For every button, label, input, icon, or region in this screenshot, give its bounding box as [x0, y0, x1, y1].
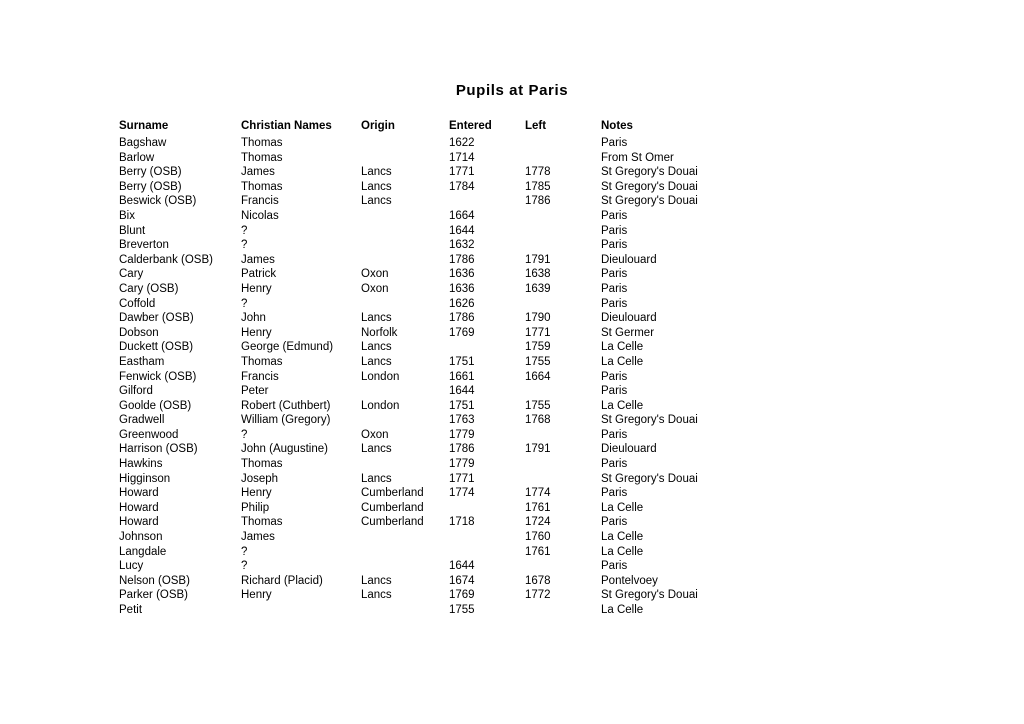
cell-christian-names: John [241, 312, 266, 325]
cell-christian-names: James [241, 253, 275, 266]
cell-surname: Cary (OSB) [119, 282, 179, 295]
cell-entered: 1636 [449, 268, 475, 281]
cell-entered: 1644 [449, 224, 475, 237]
table-row [119, 355, 801, 370]
cell-origin: Lancs [361, 472, 392, 485]
cell-origin: Lancs [361, 312, 392, 325]
cell-left: 1778 [525, 166, 551, 179]
cell-entered [449, 545, 525, 560]
cell-left: 1774 [525, 487, 551, 500]
cell-left [525, 297, 601, 312]
cell-entered: 1786 [449, 253, 475, 266]
cell-christian-names: Nicolas [241, 209, 279, 222]
cell-origin: Lancs [361, 574, 392, 587]
cell-origin: Cumberland [361, 501, 424, 514]
cell-notes: St Gregory's Douai [601, 180, 698, 193]
cell-notes: Paris [601, 268, 628, 281]
cell-notes: St Gregory's Douai [601, 589, 698, 602]
cell-notes: From St Omer [601, 151, 674, 164]
table-row [119, 326, 801, 341]
cell-notes: St Germer [601, 326, 655, 339]
cell-origin: Lancs [361, 341, 392, 354]
cell-surname: Hawkins [119, 458, 163, 471]
cell-left: 1761 [525, 501, 551, 514]
cell-surname: Lucy [119, 560, 144, 573]
cell-notes: La Celle [601, 341, 644, 354]
cell-entered: 1644 [449, 560, 475, 573]
cell-notes: La Celle [601, 604, 644, 616]
table-row [119, 282, 801, 297]
cell-surname: Howard [119, 516, 159, 529]
column-header-left: Left [525, 120, 547, 132]
table-row [119, 442, 801, 457]
cell-entered: 1786 [449, 443, 475, 456]
cell-left [525, 151, 601, 166]
cell-origin [361, 224, 449, 239]
cell-entered [449, 530, 525, 545]
cell-surname: Gradwell [119, 414, 165, 427]
cell-christian-names: Henry [241, 282, 272, 295]
cell-surname: Breverton [119, 239, 169, 252]
column-header-entered: Entered [449, 120, 492, 132]
cell-entered: 1769 [449, 326, 475, 339]
cell-notes: St Gregory's Douai [601, 472, 698, 485]
cell-entered [449, 340, 525, 355]
cell-entered: 1718 [449, 516, 475, 529]
table-row [119, 209, 801, 224]
cell-entered: 1622 [449, 137, 475, 149]
table-row [119, 472, 801, 487]
cell-left [525, 136, 601, 151]
table-row [119, 413, 801, 428]
cell-notes: Paris [601, 224, 628, 237]
cell-christian-names: Thomas [241, 137, 283, 149]
cell-notes: Paris [601, 239, 628, 252]
table-row [119, 515, 801, 530]
cell-origin: Lancs [361, 195, 392, 208]
column-header-notes: Notes [601, 120, 633, 132]
cell-notes: Paris [601, 385, 628, 398]
cell-surname: Blunt [119, 224, 146, 237]
table-row [119, 545, 801, 560]
cell-notes: Paris [601, 516, 628, 529]
cell-surname: Gilford [119, 385, 153, 398]
cell-christian-names: George (Edmund) [241, 341, 334, 354]
cell-entered: 1664 [449, 209, 475, 222]
cell-left [525, 209, 601, 224]
table-row [119, 501, 801, 516]
cell-entered: 1644 [449, 385, 475, 398]
cell-left: 1639 [525, 282, 551, 295]
cell-christian-names: ? [241, 224, 248, 237]
cell-entered: 1755 [449, 604, 475, 616]
cell-origin [361, 253, 449, 268]
cell-origin: Lancs [361, 355, 392, 368]
cell-origin [361, 151, 449, 166]
cell-surname: Dobson [119, 326, 159, 339]
cell-origin [361, 238, 449, 253]
cell-origin: Oxon [361, 428, 389, 441]
cell-origin: London [361, 399, 400, 412]
table-row [119, 267, 801, 282]
cell-surname: Langdale [119, 545, 167, 558]
cell-notes: Paris [601, 370, 628, 383]
cell-christian-names: Thomas [241, 458, 283, 471]
cell-left: 1772 [525, 589, 551, 602]
cell-entered: 1769 [449, 589, 475, 602]
cell-notes: Paris [601, 458, 628, 471]
cell-entered: 1779 [449, 458, 475, 471]
cell-origin [361, 136, 449, 151]
cell-christian-names: Peter [241, 385, 269, 398]
cell-christian-names: Robert (Cuthbert) [241, 399, 331, 412]
cell-origin: Cumberland [361, 516, 424, 529]
table-row [119, 194, 801, 209]
cell-surname: Howard [119, 501, 159, 514]
cell-origin [361, 545, 449, 560]
cell-origin: London [361, 370, 400, 383]
cell-origin: Lancs [361, 589, 392, 602]
cell-surname: Harrison (OSB) [119, 443, 198, 456]
cell-origin: Lancs [361, 166, 392, 179]
cell-surname: Greenwood [119, 428, 179, 441]
cell-christian-names: ? [241, 560, 248, 573]
cell-notes: La Celle [601, 531, 644, 544]
cell-left: 1755 [525, 355, 551, 368]
cell-left: 1786 [525, 195, 551, 208]
cell-surname: Howard [119, 487, 159, 500]
cell-surname: Johnson [119, 531, 163, 544]
cell-origin [361, 559, 449, 574]
cell-notes: St Gregory's Douai [601, 195, 698, 208]
cell-entered [449, 194, 525, 209]
cell-christian-names: James [241, 531, 275, 544]
cell-origin: Lancs [361, 443, 392, 456]
cell-surname: Petit [119, 604, 143, 616]
column-header-christian-names: Christian Names [241, 120, 332, 132]
table-row [119, 574, 801, 589]
cell-christian-names: Joseph [241, 472, 279, 485]
cell-notes: Dieulouard [601, 253, 657, 266]
cell-christian-names [241, 603, 361, 618]
cell-christian-names: Richard (Placid) [241, 574, 323, 587]
table-header-row [119, 120, 801, 136]
cell-surname: Higginson [119, 472, 171, 485]
cell-christian-names: ? [241, 297, 248, 310]
cell-christian-names: ? [241, 428, 248, 441]
cell-christian-names: John (Augustine) [241, 443, 328, 456]
cell-origin [361, 297, 449, 312]
table-header [119, 120, 801, 136]
cell-surname: Calderbank (OSB) [119, 253, 213, 266]
cell-christian-names: Philip [241, 501, 270, 514]
cell-entered: 1751 [449, 399, 475, 412]
cell-notes: Paris [601, 137, 628, 149]
cell-left [525, 384, 601, 399]
cell-origin [361, 209, 449, 224]
cell-surname: Fenwick (OSB) [119, 370, 197, 383]
cell-entered: 1784 [449, 180, 475, 193]
cell-christian-names: Francis [241, 370, 279, 383]
column-header-surname: Surname [119, 120, 169, 132]
table-row [119, 428, 801, 443]
cell-left: 1724 [525, 516, 551, 529]
cell-christian-names: Thomas [241, 180, 283, 193]
cell-christian-names: William (Gregory) [241, 414, 331, 427]
table-row [119, 399, 801, 414]
cell-christian-names: Henry [241, 589, 272, 602]
cell-entered: 1632 [449, 239, 475, 252]
table-row [119, 559, 801, 574]
cell-christian-names: Patrick [241, 268, 277, 281]
cell-christian-names: Thomas [241, 151, 283, 164]
table-row [119, 588, 801, 603]
cell-surname: Nelson (OSB) [119, 574, 190, 587]
cell-notes: La Celle [601, 501, 644, 514]
table-row [119, 151, 801, 166]
table-row [119, 165, 801, 180]
cell-left: 1791 [525, 253, 551, 266]
cell-left: 1761 [525, 545, 551, 558]
cell-origin: Lancs [361, 180, 392, 193]
cell-entered: 1763 [449, 414, 475, 427]
table-row [119, 180, 801, 195]
cell-left: 1755 [525, 399, 551, 412]
cell-notes: St Gregory's Douai [601, 166, 698, 179]
table-row [119, 603, 801, 618]
cell-notes: La Celle [601, 399, 644, 412]
cell-entered: 1636 [449, 282, 475, 295]
table-row [119, 136, 801, 151]
cell-notes: Dieulouard [601, 443, 657, 456]
cell-notes: Paris [601, 560, 628, 573]
cell-surname: Bix [119, 209, 135, 222]
cell-left: 1759 [525, 341, 551, 354]
cell-left [525, 224, 601, 239]
cell-surname: Duckett (OSB) [119, 341, 194, 354]
cell-left: 1785 [525, 180, 551, 193]
cell-origin: Oxon [361, 268, 389, 281]
cell-entered: 1674 [449, 574, 475, 587]
cell-surname: Dawber (OSB) [119, 312, 194, 325]
cell-left [525, 603, 601, 618]
cell-origin [361, 603, 449, 618]
cell-surname: Barlow [119, 151, 155, 164]
cell-entered: 1661 [449, 370, 475, 383]
cell-notes: Paris [601, 209, 628, 222]
cell-notes: Paris [601, 487, 628, 500]
cell-left: 1771 [525, 326, 551, 339]
table-row [119, 530, 801, 545]
table-row [119, 224, 801, 239]
cell-entered: 1786 [449, 312, 475, 325]
table-row [119, 297, 801, 312]
cell-origin [361, 457, 449, 472]
cell-christian-names: Henry [241, 326, 272, 339]
cell-left [525, 559, 601, 574]
cell-left: 1678 [525, 574, 551, 587]
cell-surname: Bagshaw [119, 137, 167, 149]
table-body [119, 136, 801, 618]
page-title: Pupils at Paris [455, 82, 569, 99]
cell-left [525, 238, 601, 253]
column-header-origin: Origin [361, 120, 395, 132]
cell-christian-names: Francis [241, 195, 279, 208]
table-row [119, 253, 801, 268]
cell-left [525, 472, 601, 487]
cell-surname: Eastham [119, 355, 165, 368]
cell-left [525, 457, 601, 472]
cell-notes: Paris [601, 428, 628, 441]
table-row [119, 340, 801, 355]
cell-notes: La Celle [601, 355, 644, 368]
cell-christian-names: Henry [241, 487, 272, 500]
cell-left [525, 428, 601, 443]
cell-notes: Dieulouard [601, 312, 657, 325]
cell-origin [361, 530, 449, 545]
cell-entered: 1774 [449, 487, 475, 500]
table-row [119, 370, 801, 385]
cell-surname: Berry (OSB) [119, 166, 182, 179]
cell-left: 1790 [525, 312, 551, 325]
table-row [119, 486, 801, 501]
cell-left: 1664 [525, 370, 551, 383]
table-row [119, 311, 801, 326]
cell-entered: 1751 [449, 355, 475, 368]
cell-origin [361, 384, 449, 399]
cell-notes: Pontelvoey [601, 574, 658, 587]
cell-christian-names: ? [241, 239, 248, 252]
cell-surname: Coffold [119, 297, 156, 310]
cell-origin: Oxon [361, 282, 389, 295]
cell-left: 1791 [525, 443, 551, 456]
cell-entered: 1626 [449, 297, 475, 310]
cell-entered: 1779 [449, 428, 475, 441]
cell-surname: Parker (OSB) [119, 589, 189, 602]
cell-left: 1638 [525, 268, 551, 281]
cell-entered: 1771 [449, 472, 475, 485]
cell-left: 1768 [525, 414, 551, 427]
table-row [119, 457, 801, 472]
cell-surname: Beswick (OSB) [119, 195, 197, 208]
cell-entered: 1714 [449, 151, 475, 164]
cell-origin: Cumberland [361, 487, 424, 500]
cell-christian-names: Thomas [241, 355, 283, 368]
cell-christian-names: Thomas [241, 516, 283, 529]
cell-notes: Paris [601, 282, 628, 295]
pupils-table [119, 120, 801, 618]
cell-surname: Cary [119, 268, 144, 281]
table-row [119, 238, 801, 253]
cell-notes: La Celle [601, 545, 644, 558]
cell-entered: 1771 [449, 166, 475, 179]
cell-christian-names: James [241, 166, 275, 179]
cell-left: 1760 [525, 531, 551, 544]
cell-entered [449, 501, 525, 516]
cell-christian-names: ? [241, 545, 248, 558]
cell-notes: Paris [601, 297, 628, 310]
table-row [119, 384, 801, 399]
cell-origin [361, 413, 449, 428]
cell-notes: St Gregory's Douai [601, 414, 698, 427]
cell-surname: Goolde (OSB) [119, 399, 192, 412]
cell-origin: Norfolk [361, 326, 398, 339]
cell-surname: Berry (OSB) [119, 180, 182, 193]
